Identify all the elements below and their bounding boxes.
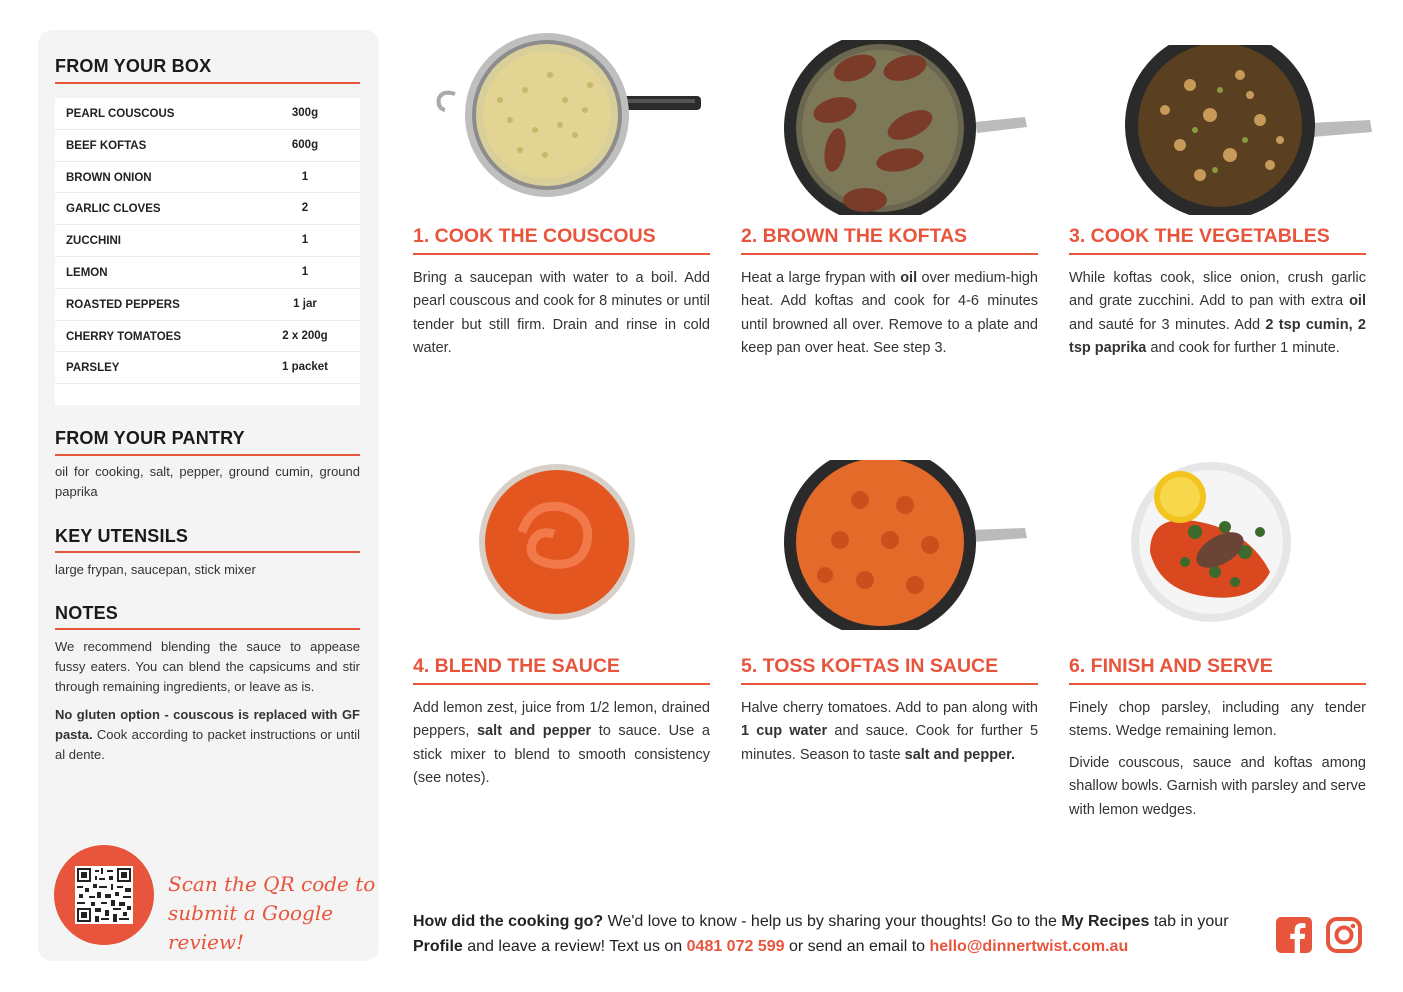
box-ingredient-row [55, 321, 360, 353]
box-ingredient-row [55, 130, 360, 162]
utensils-divider [55, 551, 360, 553]
review-text-4: or send an email to [784, 938, 930, 955]
step-3-paragraph-1 [1069, 267, 1366, 361]
facebook-icon[interactable] [1276, 917, 1312, 953]
box-title: FROM YOUR BOX [55, 56, 212, 76]
instagram-icon[interactable] [1326, 917, 1362, 953]
qr-badge[interactable] [54, 845, 154, 945]
pantry-text: oil for cooking, salt, pepper, ground cumin, ground paprika [55, 464, 360, 499]
review-text-2: tab in your [1149, 913, 1229, 930]
qr-caption-line-1: Scan the QR code to [168, 872, 376, 896]
step-text-run: and sauté for 3 minutes. Add [1069, 316, 1266, 333]
koftas-sauce-pan-photo [780, 460, 1030, 630]
step-1-text [413, 267, 710, 369]
box-ingredients-table [55, 98, 360, 405]
ingredient-qty: 1 [301, 234, 309, 247]
step-5-text [741, 697, 1038, 775]
qr-caption [168, 870, 379, 957]
box-ingredient-row [55, 193, 360, 225]
ingredient-name: LEMON [66, 266, 108, 279]
box-ingredient-row [55, 289, 360, 321]
step-1-paragraph-1 [413, 267, 710, 361]
box-ingredient-row [55, 98, 360, 130]
step-text-bold: salt and pepper. [904, 746, 1016, 763]
step-6-paragraph-2 [1069, 752, 1366, 822]
step-2-text [741, 267, 1038, 369]
step-text-bold: 2 tsp cumin, 2 tsp paprika [1069, 316, 1366, 357]
step-6-text [1069, 697, 1366, 830]
step-2-divider [741, 253, 1038, 255]
review-question: How did the cooking go? [413, 913, 604, 930]
ingredient-name: ZUCCHINI [66, 235, 121, 248]
step-text-run: over medium-high heat. Add koftas and cook for 4-6 minutes until browned all over. Remove to a plate and keep pan over heat. See step 3. [741, 270, 1038, 357]
step-text-run: and cook for further 1 minute. [1146, 340, 1340, 357]
box-ingredient-row [55, 162, 360, 194]
pantry-divider [55, 454, 360, 456]
my-recipes-link[interactable]: My Recipes [1061, 913, 1150, 930]
profile-link[interactable]: Profile [413, 938, 463, 955]
utensils-text: large frypan, saucepan, stick mixer [55, 562, 256, 577]
step-1-divider [413, 253, 710, 255]
step-text-run: Heat a large frypan with [741, 270, 901, 286]
step-6-paragraph-1 [1069, 697, 1366, 744]
step-text-run: and sauce. Cook for further 5 minutes. Season to taste [741, 723, 1039, 763]
step-text-run: Bring a saucepan with water to a boil. Add pearl couscous and cook for 8 minutes or until tender but still firm. Drain and rinse in cold water. [413, 270, 710, 357]
ingredient-qty: 2 x 200g [282, 329, 328, 342]
review-text-3: and leave a review! Text us on [462, 938, 687, 955]
step-text-bold: oil [900, 270, 918, 286]
ingredient-name: PARSLEY [66, 362, 120, 375]
finished-dish-photo [1125, 462, 1297, 622]
step-3-title: 3. COOK THE VEGETABLES [1069, 225, 1330, 247]
ingredient-name: ROASTED PEPPERS [66, 298, 180, 311]
step-4-paragraph-1 [413, 697, 710, 791]
step-5-title: 5. TOSS KOFTAS IN SAUCE [741, 655, 999, 677]
step-3-text [1069, 267, 1366, 369]
notes-title: NOTES [55, 603, 119, 623]
phone-link[interactable]: 0481 072 599 [686, 938, 785, 955]
step-5-divider [741, 683, 1038, 685]
ingredient-qty: 2 [301, 202, 309, 215]
couscous-pan-photo [435, 30, 705, 200]
step-3-divider [1069, 253, 1366, 255]
notes-paragraph-2 [55, 705, 360, 765]
qr-code-icon[interactable] [75, 866, 133, 924]
ingredient-qty: 300g [291, 107, 319, 119]
step-2-paragraph-1 [741, 267, 1038, 361]
step-5-paragraph-1 [741, 697, 1038, 767]
ingredient-qty: 1 jar [293, 297, 317, 310]
step-text-bold: 1 cup water [741, 723, 828, 740]
ingredient-name: BROWN ONION [66, 171, 152, 184]
step-text-run: to sauce. Use a stick mixer to blend to smooth consistency (see notes). [413, 723, 710, 787]
step-text-run: Finely chop parsley, including any tender stems. Wedge remaining lemon. [1069, 700, 1366, 740]
ingredient-qty: 1 [301, 265, 309, 278]
ingredient-qty: 600g [291, 138, 319, 151]
ingredient-name: CHERRY TOMATOES [66, 330, 182, 343]
notes-text [55, 637, 360, 773]
notes-gluten-rest: Cook according to packet instructions or until al dente. [55, 727, 360, 762]
vegetables-pan-photo [1120, 45, 1375, 215]
box-ingredient-row [55, 352, 360, 384]
sidebar [38, 30, 379, 961]
step-text-bold: salt and pepper [476, 723, 592, 740]
step-1-title: 1. COOK THE COUSCOUS [413, 225, 656, 247]
pantry-title: FROM YOUR PANTRY [55, 428, 245, 448]
utensils-title: KEY UTENSILS [55, 526, 189, 546]
step-2-title: 2. BROWN THE KOFTAS [741, 225, 968, 247]
box-title-divider [55, 82, 360, 84]
box-ingredient-row [55, 225, 360, 257]
email-link[interactable]: hello@dinnertwist.com.au [929, 938, 1129, 955]
step-text-run: Add lemon zest, juice from 1/2 lemon, drained peppers, [413, 700, 710, 740]
step-4-title: 4. BLEND THE SAUCE [413, 655, 620, 677]
ingredient-name: BEEF KOFTAS [66, 139, 147, 152]
step-6-divider [1069, 683, 1366, 685]
notes-paragraph-1: We recommend blending the sauce to appease fussy eaters. You can blend the capsicums and stir through remaining ingredients, or leave as is. [55, 639, 360, 694]
qr-caption-line-2: submit a Google review! [168, 901, 334, 954]
ingredient-qty: 1 packet [281, 361, 329, 374]
ingredient-name: PEARL COUSCOUS [66, 108, 175, 120]
step-4-text [413, 697, 710, 799]
step-6-title: 6. FINISH AND SERVE [1069, 655, 1273, 677]
step-text-bold: oil [1349, 293, 1366, 310]
notes-divider [55, 628, 360, 630]
koftas-pan-photo [780, 40, 1030, 215]
step-text-run: While koftas cook, slice onion, crush garlic and grate zucchini. Add to pan with extra [1069, 270, 1366, 310]
step-text-run: Halve cherry tomatoes. Add to pan along with [741, 700, 1038, 716]
notes-gluten-bold: No gluten option - couscous is replaced with GF pasta. [55, 707, 360, 742]
step-4-divider [413, 683, 710, 685]
review-text-1: We'd love to know - help us by sharing your thoughts! Go to the [603, 913, 1062, 930]
ingredient-qty: 1 [301, 170, 309, 183]
box-ingredient-row [55, 257, 360, 289]
step-text-run: Divide couscous, sauce and koftas among shallow bowls. Garnish with parsley and serve with lemon wedges. [1069, 754, 1366, 818]
review-prompt [413, 909, 1263, 959]
ingredient-name: GARLIC CLOVES [66, 203, 161, 216]
sauce-bowl-photo [472, 462, 642, 622]
